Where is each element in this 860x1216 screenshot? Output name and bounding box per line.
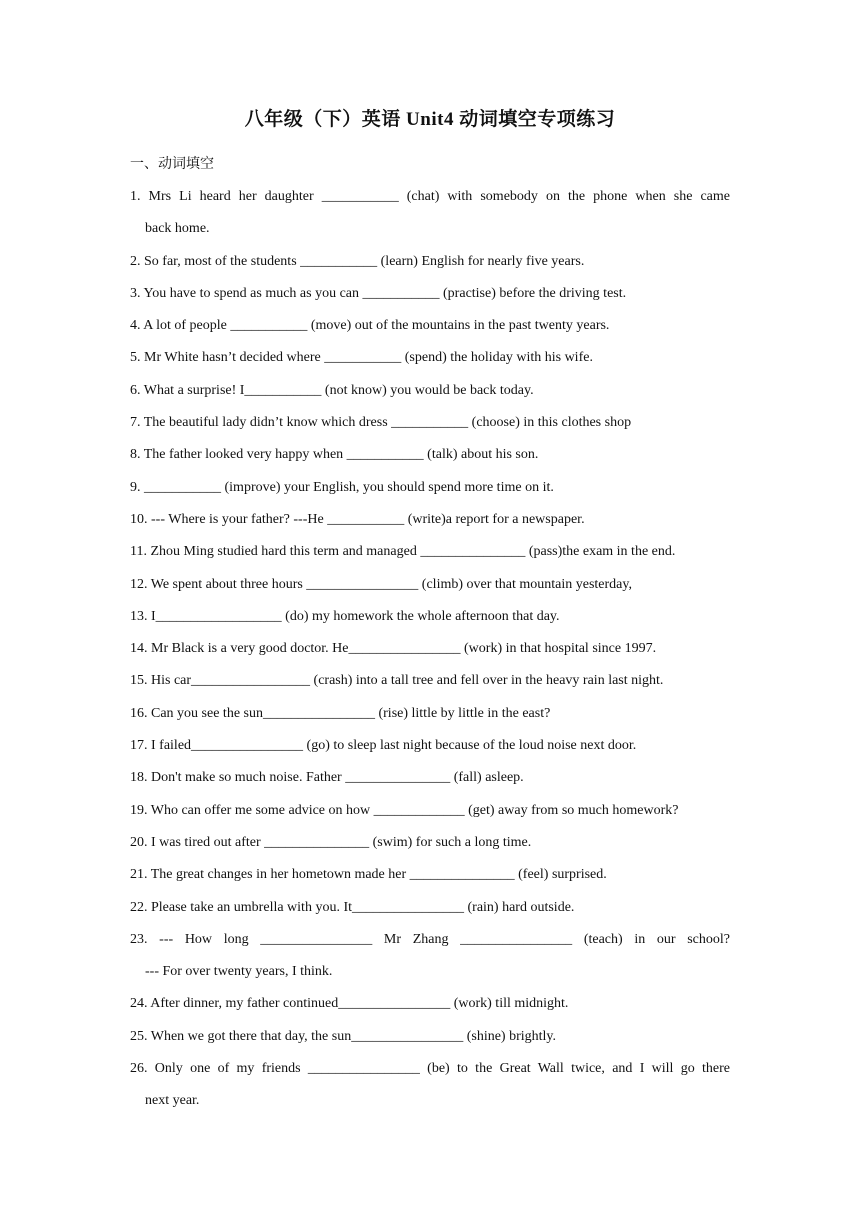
question-item xyxy=(130,246,730,278)
question-item xyxy=(130,633,730,665)
question-item xyxy=(130,698,730,730)
question-text: 16. Can you see the sun________________ (rise) little by little in the east? xyxy=(130,705,551,721)
question-text: 24. After dinner, my father continued________________ (work) till midnight. xyxy=(130,996,569,1012)
question-item xyxy=(130,859,730,891)
question-item xyxy=(130,407,730,439)
question-item xyxy=(130,278,730,310)
question-text: 26. Only one of my friends ________________ (be) to the Great Wall twice, and I will go there xyxy=(130,1061,730,1077)
question-text: 18. Don't make so much noise. Father _______________ (fall) asleep. xyxy=(130,770,524,786)
question-text: 7. The beautiful lady didn’t know which dress ___________ (choose) in this clothes shop xyxy=(130,415,632,431)
question-item xyxy=(130,569,730,601)
question-text: 21. The great changes in her hometown made her _______________ (feel) surprised. xyxy=(130,867,607,883)
question-item xyxy=(130,1053,730,1118)
question-item xyxy=(130,310,730,342)
question-item xyxy=(130,536,730,568)
question-text: 22. Please take an umbrella with you. It________________ (rain) hard outside. xyxy=(130,899,575,915)
question-item xyxy=(130,375,730,407)
question-item xyxy=(130,439,730,471)
question-text: 9. ___________ (improve) your English, you should spend more time on it. xyxy=(130,479,554,495)
question-text: 5. Mr White hasn’t decided where ___________ (spend) the holiday with his wife. xyxy=(130,350,593,366)
question-item xyxy=(130,988,730,1020)
section-heading: 一、动词填空 xyxy=(130,156,214,172)
question-text: 6. What a surprise! I___________ (not know) you would be back today. xyxy=(130,382,534,398)
question-text: 17. I failed________________ (go) to sleep last night because of the loud noise next door. xyxy=(130,738,637,754)
question-text: 25. When we got there that day, the sun________________ (shine) brightly. xyxy=(130,1028,557,1044)
question-text: 10. --- Where is your father? ---He ___________ (write)a report for a newspaper. xyxy=(130,511,585,527)
question-item xyxy=(130,504,730,536)
question-item xyxy=(130,924,730,989)
question-item xyxy=(130,472,730,504)
question-text: 4. A lot of people ___________ (move) out of the mountains in the past twenty years. xyxy=(130,318,610,334)
question-item xyxy=(130,795,730,827)
question-continuation: next year. xyxy=(145,1093,200,1109)
question-text: 12. We spent about three hours ________________ (climb) over that mountain yesterday, xyxy=(130,576,632,592)
question-text: 13. I__________________ (do) my homework the whole afternoon that day. xyxy=(130,608,560,624)
question-text: 20. I was tired out after _______________ (swim) for such a long time. xyxy=(130,834,532,850)
question-item xyxy=(130,730,730,762)
question-text: 14. Mr Black is a very good doctor. He________________ (work) in that hospital since 1997. xyxy=(130,641,657,657)
question-text: 2. So far, most of the students ___________ (learn) English for nearly five years. xyxy=(130,253,585,269)
question-text: 15. His car_________________ (crash) into a tall tree and fell over in the heavy rain last night. xyxy=(130,673,664,689)
page-title: 八年级（下）英语 Unit4 动词填空专项练习 xyxy=(244,109,616,130)
question-item xyxy=(130,827,730,859)
question-text: 11. Zhou Ming studied hard this term and managed _______________ (pass)the exam in the end. xyxy=(130,544,676,560)
question-item xyxy=(130,892,730,924)
question-text: 1. Mrs Li heard her daughter ___________ (chat) with somebody on the phone when she came xyxy=(130,189,730,204)
question-item xyxy=(130,665,730,697)
question-continuation: back home. xyxy=(145,221,210,237)
question-list xyxy=(130,181,730,1118)
question-item xyxy=(130,181,730,246)
question-text: 23. --- How long ________________ Mr Zhang ________________ (teach) in our school? xyxy=(130,931,730,947)
question-text: 3. You have to spend as much as you can ___________ (practise) before the driving test. xyxy=(130,285,627,301)
question-item xyxy=(130,601,730,633)
question-continuation: --- For over twenty years, I think. xyxy=(145,964,333,980)
question-text: 19. Who can offer me some advice on how _____________ (get) away from so much homework? xyxy=(130,802,679,818)
question-item xyxy=(130,762,730,794)
question-item xyxy=(130,342,730,374)
question-text: 8. The father looked very happy when ___________ (talk) about his son. xyxy=(130,447,539,463)
question-item xyxy=(130,1021,730,1053)
